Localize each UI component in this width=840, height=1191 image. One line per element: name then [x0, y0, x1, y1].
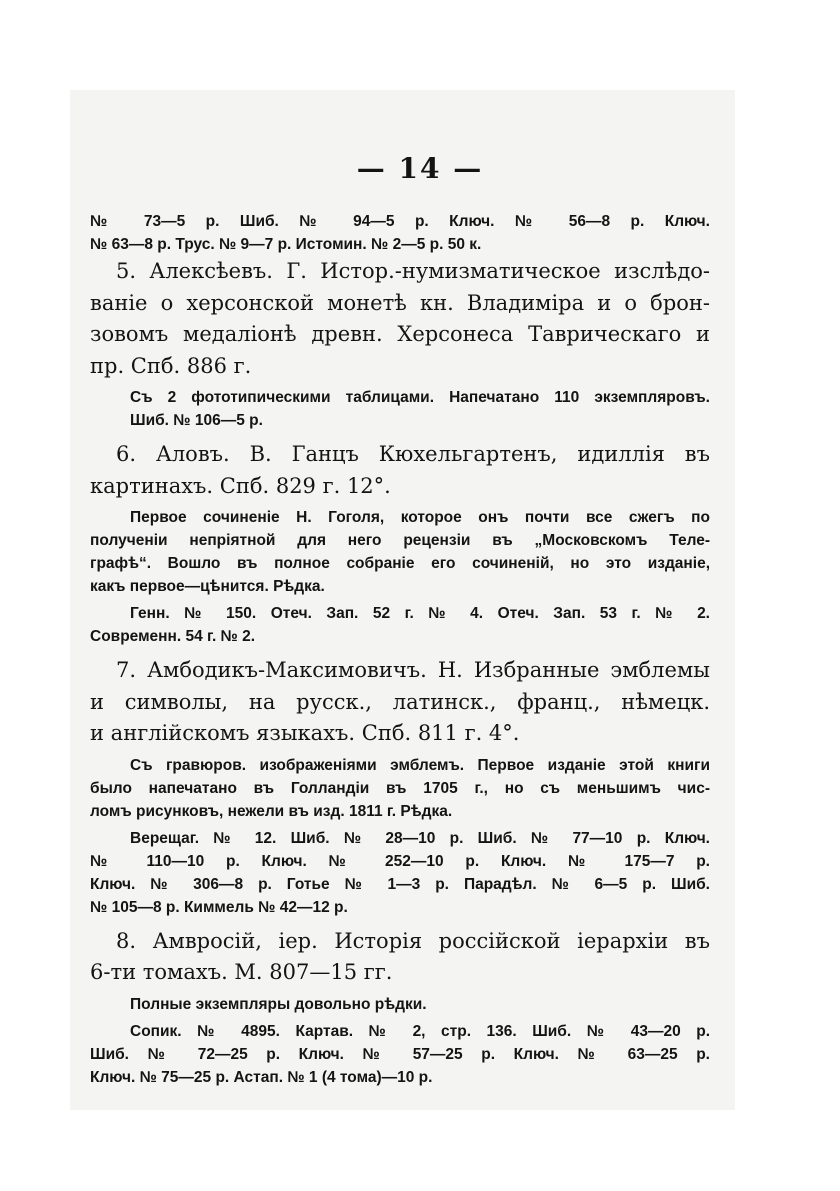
entry-title-line: 6. Аловъ. В. Ганцъ Кюхельгартенъ, идиллія въ: [116, 442, 710, 466]
reference-line: Ключ. № 306—8 р. Готье № 1—3 р. Парадѣл. № 6—5 р. Шиб.: [90, 875, 710, 893]
note-line: Съ 2 фототипическими таблицами. Напечатано 110 экземпляровъ.: [130, 389, 710, 406]
reference-line: № 105—8 р. Киммель № 42—12 р.: [90, 898, 348, 916]
entry-title-line: и символы, на русск., латинск., франц., нѣмецк.: [90, 689, 710, 714]
note-line: какъ первое—цѣнится. Рѣдка.: [90, 578, 325, 595]
reference-line: Современн. 54 г. № 2.: [90, 628, 256, 645]
entry-title-line: ваніе о херсонской монетѣ кн. Владиміра и о брон-: [90, 290, 710, 315]
reference-line: Верещаг. № 12. Шиб. № 28—10 р. Шиб. № 77—10 р. Ключ.: [130, 829, 710, 847]
entry-title-line: пр. Спб. 886 г.: [90, 353, 252, 378]
reference-line: Сопик. № 4895. Картав. № 2, стр. 136. Шиб. № 43—20 р.: [130, 1022, 710, 1040]
note-line: Съ гравюров. изображеніями эмблемъ. Первое изданіе этой книги: [130, 756, 710, 774]
note-line: графѣ“. Вошло въ полное собраніе его сочиненій, но это изданіе,: [90, 555, 710, 572]
note-line: Первое сочиненіе Н. Гоголя, которое онъ почти все сжегъ по: [130, 509, 710, 526]
reference-line: Генн. № 150. Отеч. Зап. 52 г. № 4. Отеч. Зап. 53 г. № 2.: [130, 605, 710, 622]
entry-title-line: и англійскомъ языкахъ. Спб. 811 г. 4°.: [90, 721, 520, 745]
text-line: № 63—8 р. Трус. № 9—7 р. Истомин. № 2—5 р. 50 к.: [90, 236, 482, 253]
page-number: — 14 —: [356, 152, 484, 185]
note-line: ломъ рисунковъ, нежели въ изд. 1811 г. Рѣдка.: [90, 802, 453, 820]
note-line: Полные экземпляры довольно рѣдки.: [130, 995, 427, 1013]
note-line: полученіи непріятной для него рецензіи въ „Московскомъ Теле-: [90, 532, 710, 549]
entry-title-line: 6-ти томахъ. М. 807—15 гг.: [90, 960, 393, 984]
reference-line: Ключ. № 75—25 р. Астап. № 1 (4 тома)—10 р.: [90, 1068, 433, 1086]
note-line: было напечатано въ Голландіи въ 1705 г., но съ меньшимъ чис-: [90, 779, 710, 797]
note-line: Шиб. № 106—5 р.: [130, 412, 263, 429]
reference-line: № 110—10 р. Ключ. № 252—10 р. Ключ. № 175—7 р.: [90, 852, 710, 870]
text-line: № 73—5 р. Шиб. № 94—5 р. Ключ. № 56—8 р. Ключ.: [90, 213, 710, 230]
page-body: [90, 210, 710, 1089]
reference-line: Шиб. № 72—25 р. Ключ. № 57—25 р. Ключ. № 63—25 р.: [90, 1045, 710, 1063]
entry-title-line: 5. Алексѣевъ. Г. Истор.-нумизматическое изслѣдо-: [116, 259, 710, 283]
entry-title-line: 8. Амвросій, іер. Исторія россійской іерархіи въ: [116, 928, 710, 953]
entry-title-line: 7. Амбодикъ-Максимовичъ. Н. Избранные эмблемы: [116, 658, 710, 682]
entry-title-line: картинахъ. Спб. 829 г. 12°.: [90, 473, 391, 498]
entry-title-line: зовомъ медаліонѣ древн. Херсонеса Таврическаго и: [90, 322, 710, 346]
